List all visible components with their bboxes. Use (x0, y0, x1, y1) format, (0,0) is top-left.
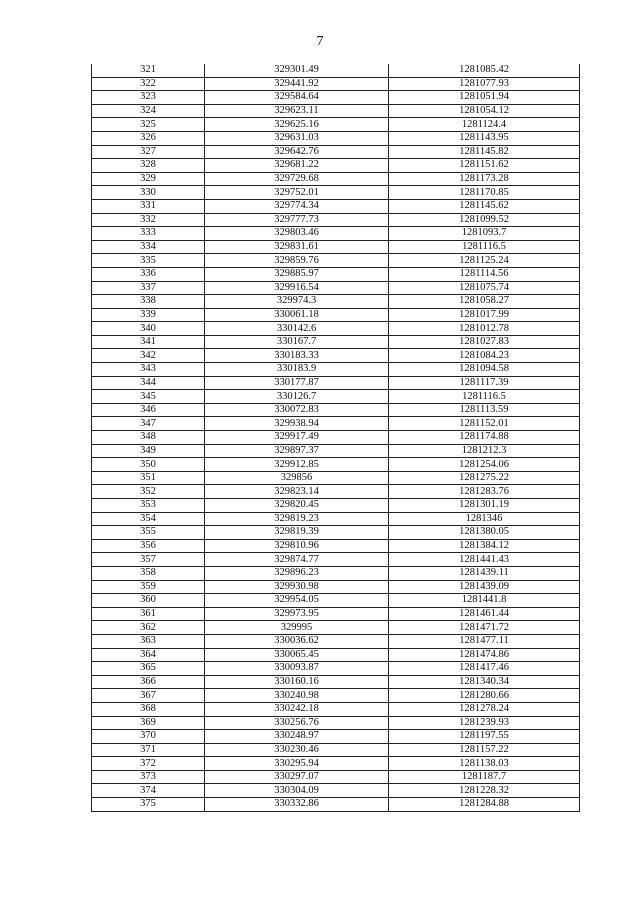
point-number-cell: 334 (92, 240, 205, 254)
x-coordinate-cell: 330183.9 (205, 363, 389, 377)
table-row (92, 566, 580, 580)
y-coordinate-cell: 1281125.24 (389, 254, 580, 268)
x-coordinate-cell: 329810.96 (205, 539, 389, 553)
table-row (92, 64, 580, 77)
point-number-cell: 336 (92, 267, 205, 281)
x-coordinate-cell: 329831.61 (205, 240, 389, 254)
table-row (92, 485, 580, 499)
table-row (92, 757, 580, 771)
y-coordinate-cell: 1281284.88 (389, 798, 580, 812)
point-number-cell: 355 (92, 526, 205, 540)
y-coordinate-cell: 1281228.32 (389, 784, 580, 798)
table-row (92, 784, 580, 798)
table-row (92, 403, 580, 417)
y-coordinate-cell: 1281275.22 (389, 471, 580, 485)
y-coordinate-cell: 1281138.03 (389, 757, 580, 771)
y-coordinate-cell: 1281346 (389, 512, 580, 526)
point-number-cell: 374 (92, 784, 205, 798)
x-coordinate-cell: 330093.87 (205, 662, 389, 676)
table-row (92, 281, 580, 295)
y-coordinate-cell: 1281170.85 (389, 186, 580, 200)
table-row (92, 798, 580, 812)
x-coordinate-cell: 329874.77 (205, 553, 389, 567)
point-number-cell: 372 (92, 757, 205, 771)
x-coordinate-cell: 330304.09 (205, 784, 389, 798)
table-row (92, 607, 580, 621)
y-coordinate-cell: 1281174.88 (389, 431, 580, 445)
y-coordinate-cell: 1281380.05 (389, 526, 580, 540)
y-coordinate-cell: 1281116.5 (389, 390, 580, 404)
point-number-cell: 346 (92, 403, 205, 417)
point-number-cell: 365 (92, 662, 205, 676)
y-coordinate-cell: 1281441.8 (389, 594, 580, 608)
point-number-cell: 361 (92, 607, 205, 621)
x-coordinate-cell: 330297.07 (205, 770, 389, 784)
y-coordinate-cell: 1281051.94 (389, 91, 580, 105)
y-coordinate-cell: 1281384.12 (389, 539, 580, 553)
table-row (92, 702, 580, 716)
y-coordinate-cell: 1281077.93 (389, 77, 580, 91)
table-row (92, 716, 580, 730)
y-coordinate-cell: 1281301.19 (389, 499, 580, 513)
point-number-cell: 321 (92, 64, 205, 77)
point-number-cell: 353 (92, 499, 205, 513)
y-coordinate-cell: 1281474.86 (389, 648, 580, 662)
point-number-cell: 333 (92, 227, 205, 241)
table-row (92, 458, 580, 472)
point-number-cell: 350 (92, 458, 205, 472)
point-number-cell: 370 (92, 730, 205, 744)
table-row (92, 295, 580, 309)
point-number-cell: 328 (92, 159, 205, 173)
point-number-cell: 367 (92, 689, 205, 703)
x-coordinate-cell: 330126.7 (205, 390, 389, 404)
x-coordinate-cell: 329774.34 (205, 199, 389, 213)
table-row (92, 240, 580, 254)
point-number-cell: 349 (92, 444, 205, 458)
y-coordinate-cell: 1281197.55 (389, 730, 580, 744)
x-coordinate-cell: 329930.98 (205, 580, 389, 594)
y-coordinate-cell: 1281145.82 (389, 145, 580, 159)
y-coordinate-cell: 1281054.12 (389, 104, 580, 118)
y-coordinate-cell: 1281117.39 (389, 376, 580, 390)
point-number-cell: 364 (92, 648, 205, 662)
table-row (92, 526, 580, 540)
point-number-cell: 352 (92, 485, 205, 499)
point-number-cell: 345 (92, 390, 205, 404)
point-number-cell: 348 (92, 431, 205, 445)
point-number-cell: 375 (92, 798, 205, 812)
y-coordinate-cell: 1281085.42 (389, 64, 580, 77)
point-number-cell: 343 (92, 363, 205, 377)
table-row (92, 335, 580, 349)
x-coordinate-cell: 329885.97 (205, 267, 389, 281)
y-coordinate-cell: 1281157.22 (389, 743, 580, 757)
table-row (92, 186, 580, 200)
x-coordinate-cell: 329803.46 (205, 227, 389, 241)
table-row (92, 390, 580, 404)
x-coordinate-cell: 330061.18 (205, 308, 389, 322)
x-coordinate-cell: 329896.23 (205, 566, 389, 580)
x-coordinate-cell: 329823.14 (205, 485, 389, 499)
table-row (92, 322, 580, 336)
x-coordinate-cell: 329859.76 (205, 254, 389, 268)
x-coordinate-cell: 330332.86 (205, 798, 389, 812)
point-number-cell: 324 (92, 104, 205, 118)
point-number-cell: 373 (92, 770, 205, 784)
y-coordinate-cell: 1281340.34 (389, 675, 580, 689)
x-coordinate-cell: 329973.95 (205, 607, 389, 621)
y-coordinate-cell: 1281113.59 (389, 403, 580, 417)
point-number-cell: 366 (92, 675, 205, 689)
x-coordinate-cell: 329856 (205, 471, 389, 485)
table-row (92, 308, 580, 322)
table-row (92, 91, 580, 105)
point-number-cell: 344 (92, 376, 205, 390)
x-coordinate-cell: 329820.45 (205, 499, 389, 513)
table-row (92, 675, 580, 689)
x-coordinate-cell: 329631.03 (205, 131, 389, 145)
x-coordinate-cell: 329642.76 (205, 145, 389, 159)
x-coordinate-cell: 330295.94 (205, 757, 389, 771)
point-number-cell: 368 (92, 702, 205, 716)
table-row (92, 553, 580, 567)
y-coordinate-cell: 1281075.74 (389, 281, 580, 295)
x-coordinate-cell: 329729.68 (205, 172, 389, 186)
table-row (92, 118, 580, 132)
table-row (92, 512, 580, 526)
table-row (92, 199, 580, 213)
x-coordinate-cell: 330230.46 (205, 743, 389, 757)
y-coordinate-cell: 1281471.72 (389, 621, 580, 635)
x-coordinate-cell: 330036.62 (205, 634, 389, 648)
table-row (92, 131, 580, 145)
x-coordinate-cell: 330248.97 (205, 730, 389, 744)
x-coordinate-cell: 329954.05 (205, 594, 389, 608)
y-coordinate-cell: 1281461.44 (389, 607, 580, 621)
x-coordinate-cell: 329777.73 (205, 213, 389, 227)
point-number-cell: 335 (92, 254, 205, 268)
point-number-cell: 340 (92, 322, 205, 336)
x-coordinate-cell: 330177.87 (205, 376, 389, 390)
y-coordinate-cell: 1281114.56 (389, 267, 580, 281)
point-number-cell: 351 (92, 471, 205, 485)
point-number-cell: 369 (92, 716, 205, 730)
table-row (92, 159, 580, 173)
point-number-cell: 326 (92, 131, 205, 145)
y-coordinate-cell: 1281280.66 (389, 689, 580, 703)
y-coordinate-cell: 1281254.06 (389, 458, 580, 472)
table-row (92, 539, 580, 553)
y-coordinate-cell: 1281278.24 (389, 702, 580, 716)
table-row (92, 77, 580, 91)
point-number-cell: 357 (92, 553, 205, 567)
point-number-cell: 371 (92, 743, 205, 757)
y-coordinate-cell: 1281439.11 (389, 566, 580, 580)
y-coordinate-cell: 1281187.7 (389, 770, 580, 784)
point-number-cell: 356 (92, 539, 205, 553)
x-coordinate-cell: 329625.16 (205, 118, 389, 132)
x-coordinate-cell: 330256.76 (205, 716, 389, 730)
table-row (92, 254, 580, 268)
y-coordinate-cell: 1281151.62 (389, 159, 580, 173)
x-coordinate-cell: 330160.16 (205, 675, 389, 689)
table-row (92, 431, 580, 445)
x-coordinate-cell: 329819.23 (205, 512, 389, 526)
x-coordinate-cell: 330183.33 (205, 349, 389, 363)
table-row (92, 730, 580, 744)
point-number-cell: 347 (92, 417, 205, 431)
coordinates-table (91, 64, 580, 812)
point-number-cell: 323 (92, 91, 205, 105)
table-row (92, 621, 580, 635)
y-coordinate-cell: 1281152.01 (389, 417, 580, 431)
table-row (92, 594, 580, 608)
x-coordinate-cell: 329301.49 (205, 64, 389, 77)
y-coordinate-cell: 1281477.11 (389, 634, 580, 648)
x-coordinate-cell: 329441.92 (205, 77, 389, 91)
point-number-cell: 342 (92, 349, 205, 363)
y-coordinate-cell: 1281212.3 (389, 444, 580, 458)
y-coordinate-cell: 1281017.99 (389, 308, 580, 322)
table-row (92, 376, 580, 390)
point-number-cell: 331 (92, 199, 205, 213)
table-row (92, 634, 580, 648)
y-coordinate-cell: 1281094.58 (389, 363, 580, 377)
table-row (92, 349, 580, 363)
point-number-cell: 322 (92, 77, 205, 91)
table-row (92, 499, 580, 513)
point-number-cell: 362 (92, 621, 205, 635)
x-coordinate-cell: 329681.22 (205, 159, 389, 173)
table-row (92, 689, 580, 703)
x-coordinate-cell: 330072.83 (205, 403, 389, 417)
table-row (92, 444, 580, 458)
y-coordinate-cell: 1281124.4 (389, 118, 580, 132)
y-coordinate-cell: 1281012.78 (389, 322, 580, 336)
x-coordinate-cell: 329995 (205, 621, 389, 635)
y-coordinate-cell: 1281116.5 (389, 240, 580, 254)
table-row (92, 417, 580, 431)
x-coordinate-cell: 329819.39 (205, 526, 389, 540)
x-coordinate-cell: 330167.7 (205, 335, 389, 349)
coordinates-table-body (92, 64, 580, 811)
table-row (92, 662, 580, 676)
table-row (92, 363, 580, 377)
x-coordinate-cell: 330065.45 (205, 648, 389, 662)
y-coordinate-cell: 1281441.43 (389, 553, 580, 567)
table-row (92, 267, 580, 281)
point-number-cell: 338 (92, 295, 205, 309)
point-number-cell: 341 (92, 335, 205, 349)
x-coordinate-cell: 329623.11 (205, 104, 389, 118)
x-coordinate-cell: 329912.85 (205, 458, 389, 472)
table-row (92, 580, 580, 594)
y-coordinate-cell: 1281439.09 (389, 580, 580, 594)
point-number-cell: 359 (92, 580, 205, 594)
y-coordinate-cell: 1281027.83 (389, 335, 580, 349)
x-coordinate-cell: 329917.49 (205, 431, 389, 445)
point-number-cell: 327 (92, 145, 205, 159)
table-row (92, 471, 580, 485)
x-coordinate-cell: 330142.6 (205, 322, 389, 336)
y-coordinate-cell: 1281283.76 (389, 485, 580, 499)
y-coordinate-cell: 1281093.7 (389, 227, 580, 241)
table-row (92, 213, 580, 227)
point-number-cell: 354 (92, 512, 205, 526)
x-coordinate-cell: 329752.01 (205, 186, 389, 200)
y-coordinate-cell: 1281099.52 (389, 213, 580, 227)
x-coordinate-cell: 329584.64 (205, 91, 389, 105)
y-coordinate-cell: 1281058.27 (389, 295, 580, 309)
point-number-cell: 325 (92, 118, 205, 132)
x-coordinate-cell: 330242.18 (205, 702, 389, 716)
page-number: 7 (316, 34, 324, 49)
table-row (92, 145, 580, 159)
table-row (92, 770, 580, 784)
x-coordinate-cell: 329897.37 (205, 444, 389, 458)
x-coordinate-cell: 330240.98 (205, 689, 389, 703)
table-row (92, 743, 580, 757)
point-number-cell: 358 (92, 566, 205, 580)
table-row (92, 648, 580, 662)
y-coordinate-cell: 1281173.28 (389, 172, 580, 186)
y-coordinate-cell: 1281417.46 (389, 662, 580, 676)
x-coordinate-cell: 329974.3 (205, 295, 389, 309)
x-coordinate-cell: 329938.94 (205, 417, 389, 431)
y-coordinate-cell: 1281239.93 (389, 716, 580, 730)
point-number-cell: 363 (92, 634, 205, 648)
y-coordinate-cell: 1281145.62 (389, 199, 580, 213)
point-number-cell: 337 (92, 281, 205, 295)
point-number-cell: 360 (92, 594, 205, 608)
point-number-cell: 329 (92, 172, 205, 186)
table-row (92, 227, 580, 241)
point-number-cell: 330 (92, 186, 205, 200)
table-row (92, 172, 580, 186)
y-coordinate-cell: 1281143.95 (389, 131, 580, 145)
table-row (92, 104, 580, 118)
x-coordinate-cell: 329916.54 (205, 281, 389, 295)
point-number-cell: 339 (92, 308, 205, 322)
point-number-cell: 332 (92, 213, 205, 227)
y-coordinate-cell: 1281084.23 (389, 349, 580, 363)
